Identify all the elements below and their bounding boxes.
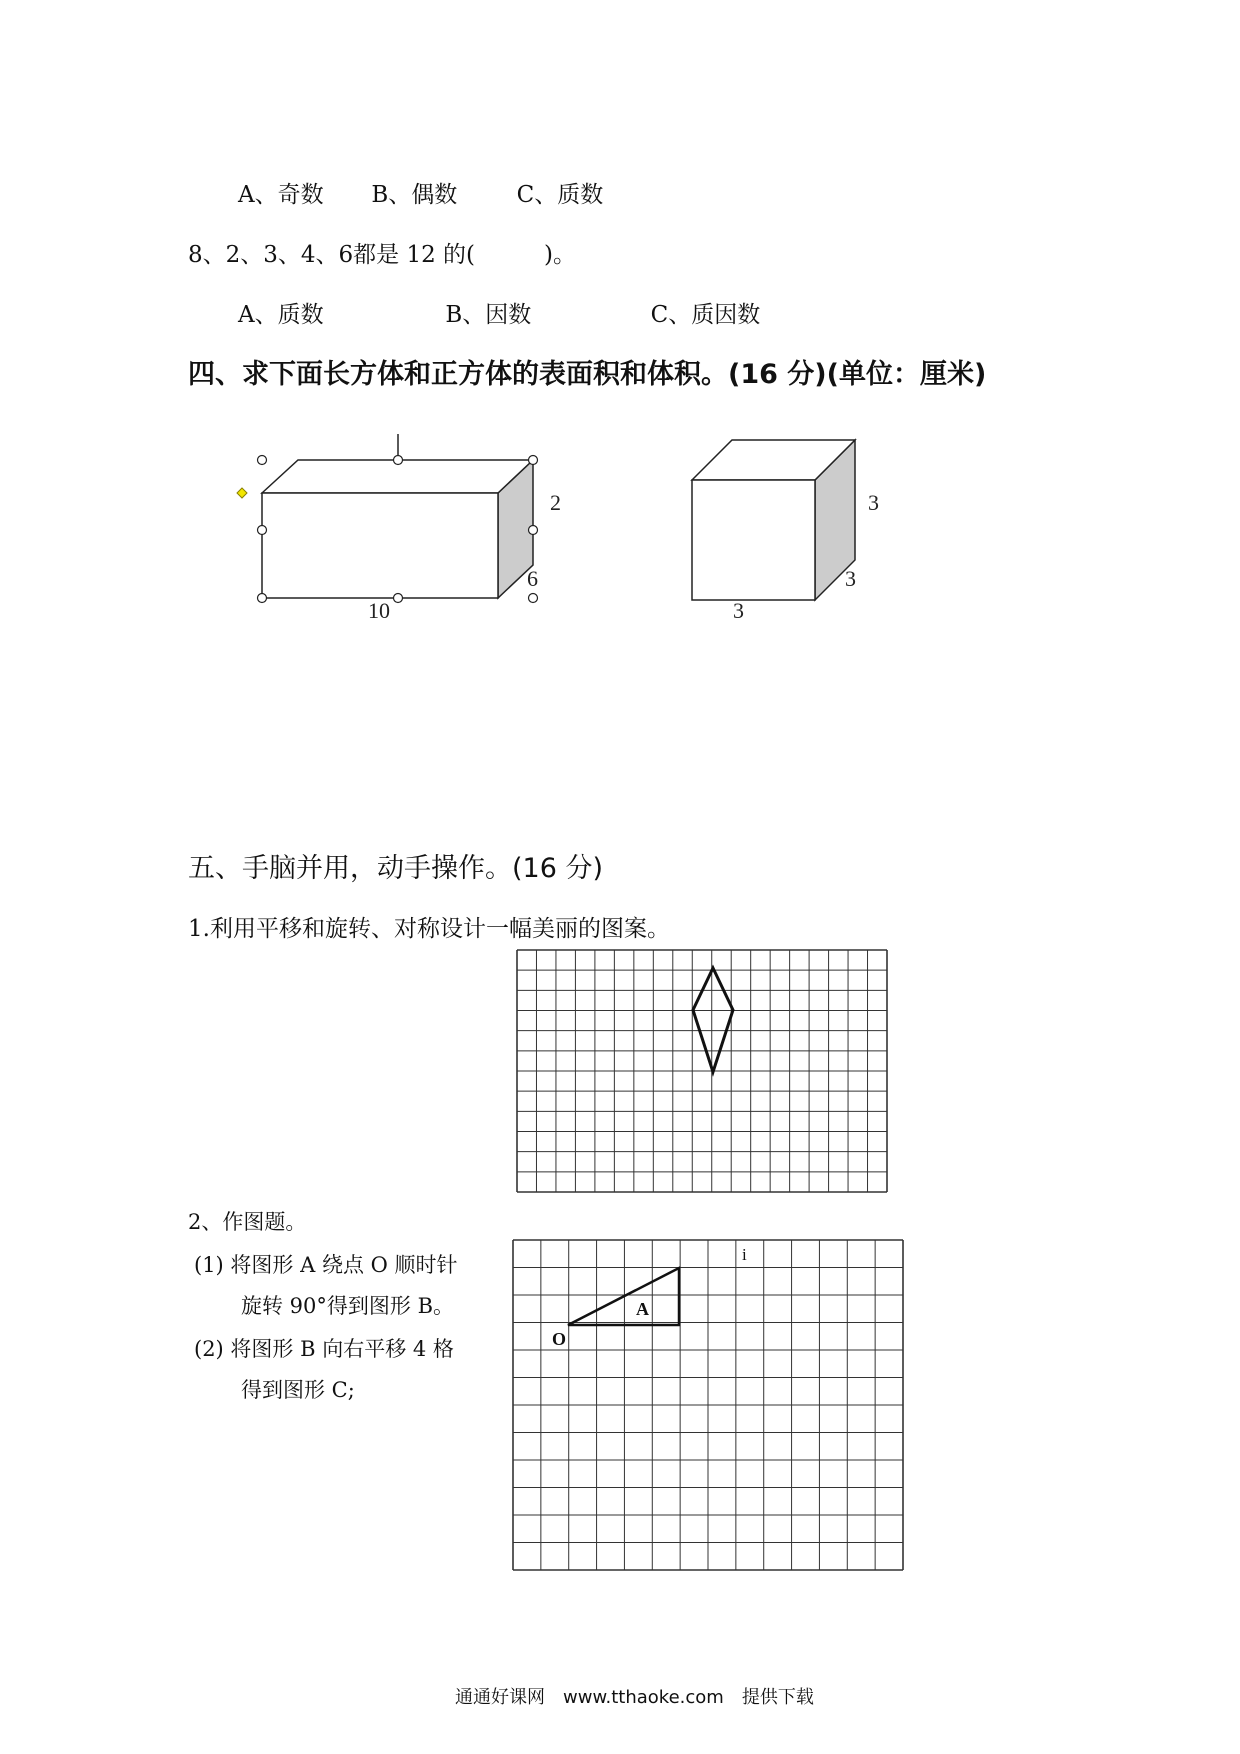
rotation-grid xyxy=(508,1235,908,1575)
cube-height-label: 3 xyxy=(868,490,879,515)
rhombus-shape xyxy=(693,968,733,1072)
q8-choices xyxy=(238,296,760,329)
q2-step1-line1: (1) 将图形 A 绕点 O 顺时针 xyxy=(194,1253,458,1277)
q8-choice-b: B、因数 xyxy=(445,302,532,328)
selection-handle xyxy=(258,456,267,465)
selection-handle xyxy=(258,526,267,535)
design-grid xyxy=(512,945,892,1197)
q7-choice-a: A、奇数 xyxy=(238,182,324,208)
cuboid-height-label: 2 xyxy=(550,490,561,515)
section4-title: 四、求下面长方体和正方体的表面积和体积。(16 分)(单位：厘米) xyxy=(188,359,987,390)
grid-lines xyxy=(517,950,887,1192)
footer-source: 通通好课网 www.tthaoke.com 提供下载 xyxy=(455,1687,814,1708)
q8-choice-a: A、质数 xyxy=(238,302,324,328)
selection-handle xyxy=(394,594,403,603)
point-o-label: O xyxy=(552,1329,567,1349)
q8-stem: 8、2、3、4、6都是 12 的( )。 xyxy=(188,242,577,268)
cube-depth-label: 3 xyxy=(845,566,856,591)
section5-q2-title: 2、作图题。 xyxy=(188,1210,307,1234)
q8-choice-c: C、质因数 xyxy=(650,302,761,328)
selection-handle xyxy=(529,526,538,535)
q2-step2-line2: 得到图形 C; xyxy=(241,1378,355,1402)
section5-q1: 1.利用平移和旋转、对称设计一幅美丽的图案。 xyxy=(188,916,670,942)
q7-choice-c: C、质数 xyxy=(516,182,604,208)
cube-length-label: 3 xyxy=(733,598,744,623)
cuboid-front-face xyxy=(262,493,498,598)
triangle-a-label: A xyxy=(636,1299,649,1319)
triangle-a xyxy=(568,1268,679,1325)
selection-handle xyxy=(529,456,538,465)
cube-figure xyxy=(680,430,910,630)
selection-handle xyxy=(529,594,538,603)
adjust-handle-diamond xyxy=(237,488,247,498)
q2-step1-line2: 旋转 90°得到图形 B。 xyxy=(241,1294,455,1318)
q7-choices xyxy=(238,176,603,209)
selection-handle xyxy=(258,594,267,603)
cuboid-figure xyxy=(230,430,570,630)
q7-choice-b: B、偶数 xyxy=(371,182,458,208)
cuboid-width-label: 6 xyxy=(527,566,538,591)
cube-front-face xyxy=(692,480,815,600)
q2-step2-line1: (2) 将图形 B 向右平移 4 格 xyxy=(194,1337,454,1361)
stray-mark: i xyxy=(742,1245,747,1264)
selection-handle xyxy=(394,456,403,465)
grid-lines xyxy=(513,1240,903,1570)
cuboid-length-label: 10 xyxy=(368,598,390,623)
section5-title: 五、手脑并用，动手操作。(16 分) xyxy=(188,853,604,884)
